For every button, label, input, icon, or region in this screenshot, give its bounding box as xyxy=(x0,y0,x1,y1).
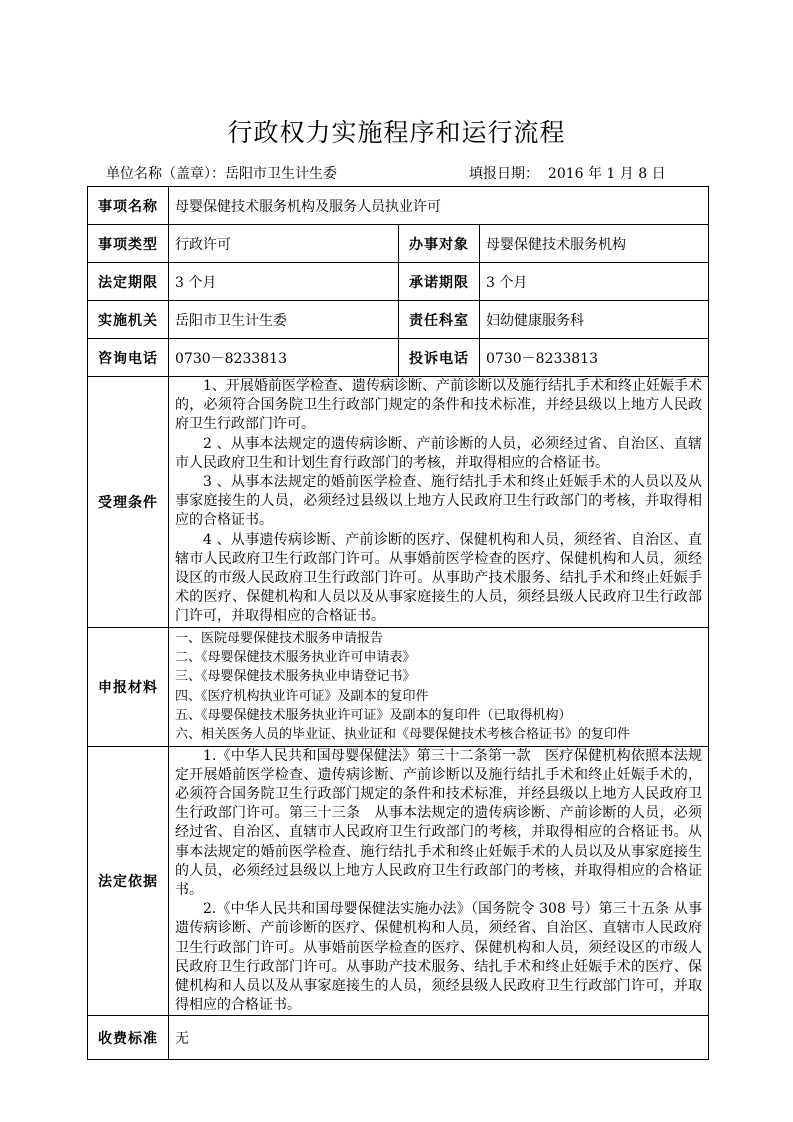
conditions-cell xyxy=(169,377,709,628)
condition-paragraph: 4 、从事遗传病诊断、产前诊断的医疗、保健机构和人员，须经省、自治区、直辖市人民政府卫生行政部门许可。从事婚前医学检查的医疗、保健机构和人员，须经设区的市级人民政府卫生行政部门许可。从事助产技术服务、结扎手术和终止妊娠手术的医疗、保健机构和人员以及从事家庭接生的人员，须经县级人民政府卫生行政部门许可，并取得相应的合格证书。 xyxy=(175,531,702,625)
unit-label: 单位名称（盖章）： xyxy=(106,166,225,182)
date-line xyxy=(469,163,666,183)
promise-limit-label: 承诺期限 xyxy=(399,263,480,301)
materials-label: 申报材料 xyxy=(88,627,169,746)
promise-limit-value: 3 个月 xyxy=(480,263,709,301)
dept-label: 责任科室 xyxy=(399,301,480,339)
unit-line xyxy=(106,163,337,183)
row-fee xyxy=(88,1016,709,1060)
legal-limit-label: 法定期限 xyxy=(88,263,169,301)
row-materials xyxy=(88,627,709,746)
consult-value: 0730－8233813 xyxy=(169,339,399,377)
consult-label: 咨询电话 xyxy=(88,339,169,377)
fee-label: 收费标准 xyxy=(88,1016,169,1060)
materials-cell xyxy=(169,627,709,746)
date-label: 填报日期： xyxy=(469,166,539,182)
material-item: 三、《母婴保健技术服务执业申请登记书》 xyxy=(175,669,416,685)
page-title: 行政权力实施程序和运行流程 xyxy=(227,118,566,147)
process-table xyxy=(87,186,709,1060)
row-phone xyxy=(88,339,709,377)
complaint-label: 投诉电话 xyxy=(399,339,480,377)
item-type-label: 事项类型 xyxy=(88,225,169,263)
legal-limit-value: 3 个月 xyxy=(169,263,399,301)
material-item: 二、《母婴保健技术服务执业许可申请表》 xyxy=(175,650,416,666)
target-value: 母婴保健技术服务机构 xyxy=(480,225,709,263)
legal-basis-cell xyxy=(169,746,709,1016)
dept-value: 妇幼健康服务科 xyxy=(480,301,709,339)
item-name-label: 事项名称 xyxy=(88,187,169,225)
legal-basis-paragraph: 1.《中华人民共和国母婴保健法》第三十二条第一款 医疗保健机构依照本法规定开展婚前医学检查、遗传病诊断、产前诊断以及施行结扎手术和终止妊娠手术的，必须符合国务院卫生行政部门规定的条件和技术标准，并经县级以上地方人民政府卫生行政部门许可。第三十三条 从事本法规定的遗传病诊断、产前诊断的人员，必须经过省、自治区、直辖市人民政府卫生行政部门的考核，并取得相应的合格证书。从事本法规定的婚前医学检查、施行结扎手术和终止妊娠手术的人员以及从事家庭接生的人员，必须经过县级以上地方人民政府卫生行政部门的考核，并取得相应的合格证书。 xyxy=(175,747,702,899)
row-item-name xyxy=(88,187,709,225)
legal-basis-label: 法定依据 xyxy=(88,746,169,1016)
agency-label: 实施机关 xyxy=(88,301,169,339)
conditions-label: 受理条件 xyxy=(88,377,169,628)
unit-value: 岳阳市卫生计生委 xyxy=(225,166,337,182)
item-type-value: 行政许可 xyxy=(169,225,399,263)
material-item: 六、相关医务人员的毕业证、执业证和《母婴保健技术考核合格证书》的复印件 xyxy=(175,727,631,743)
condition-paragraph: 1、开展婚前医学检查、遗传病诊断、产前诊断以及施行结扎手术和终止妊娠手术的，必须符合国务院卫生行政部门规定的条件和技术标准，并经县级以上地方人民政府卫生行政部门许可。 xyxy=(175,378,702,433)
row-time-limit xyxy=(88,263,709,301)
material-item: 四、《医疗机构执业许可证》及副本的复印件 xyxy=(175,688,429,704)
fee-value: 无 xyxy=(169,1016,709,1060)
condition-paragraph: 3 、从事本法规定的婚前医学检查、施行结扎手术和终止妊娠手术的人员以及从事家庭接生的人员，必须经过县级以上地方人民政府卫生行政部门的考核，并取得相应的合格证书。 xyxy=(175,474,702,529)
material-item: 一、医院母婴保健技术服务申请报告 xyxy=(175,631,384,647)
complaint-value: 0730－8233813 xyxy=(480,339,709,377)
legal-basis-paragraph: 2.《中华人民共和国母婴保健法实施办法》（国务院令 308 号）第三十五条 从事遗传病诊断、产前诊断的医疗、保健机构和人员，须经省、自治区、直辖市人民政府卫生行政部门许可。从事婚前医学检查的医疗、保健机构和人员，须经设区的市级人民政府卫生行政部门许可。从事助产技术服务、结扎手术和终止妊娠手术的医疗、保健机构和人员以及从事家庭接生的人员，须经县级人民政府卫生行政部门许可，并取得相应的合格证书。 xyxy=(175,901,702,1014)
material-item: 五、《母婴保健技术服务执业许可证》及副本的复印件（已取得机构） xyxy=(175,707,572,723)
row-legal-basis xyxy=(88,746,709,1016)
row-item-type xyxy=(88,225,709,263)
condition-paragraph: 2 、从事本法规定的遗传病诊断、产前诊断的人员，必须经过省、自治区、直辖市人民政府卫生和计划生育行政部门的考核，并取得相应的合格证书。 xyxy=(175,435,702,471)
agency-value: 岳阳市卫生计生委 xyxy=(169,301,399,339)
date-value: 2016 年 1 月 8 日 xyxy=(547,166,666,182)
target-label: 办事对象 xyxy=(399,225,480,263)
row-conditions xyxy=(88,377,709,628)
item-name-value: 母婴保健技术服务机构及服务人员执业许可 xyxy=(169,187,709,225)
row-agency xyxy=(88,301,709,339)
